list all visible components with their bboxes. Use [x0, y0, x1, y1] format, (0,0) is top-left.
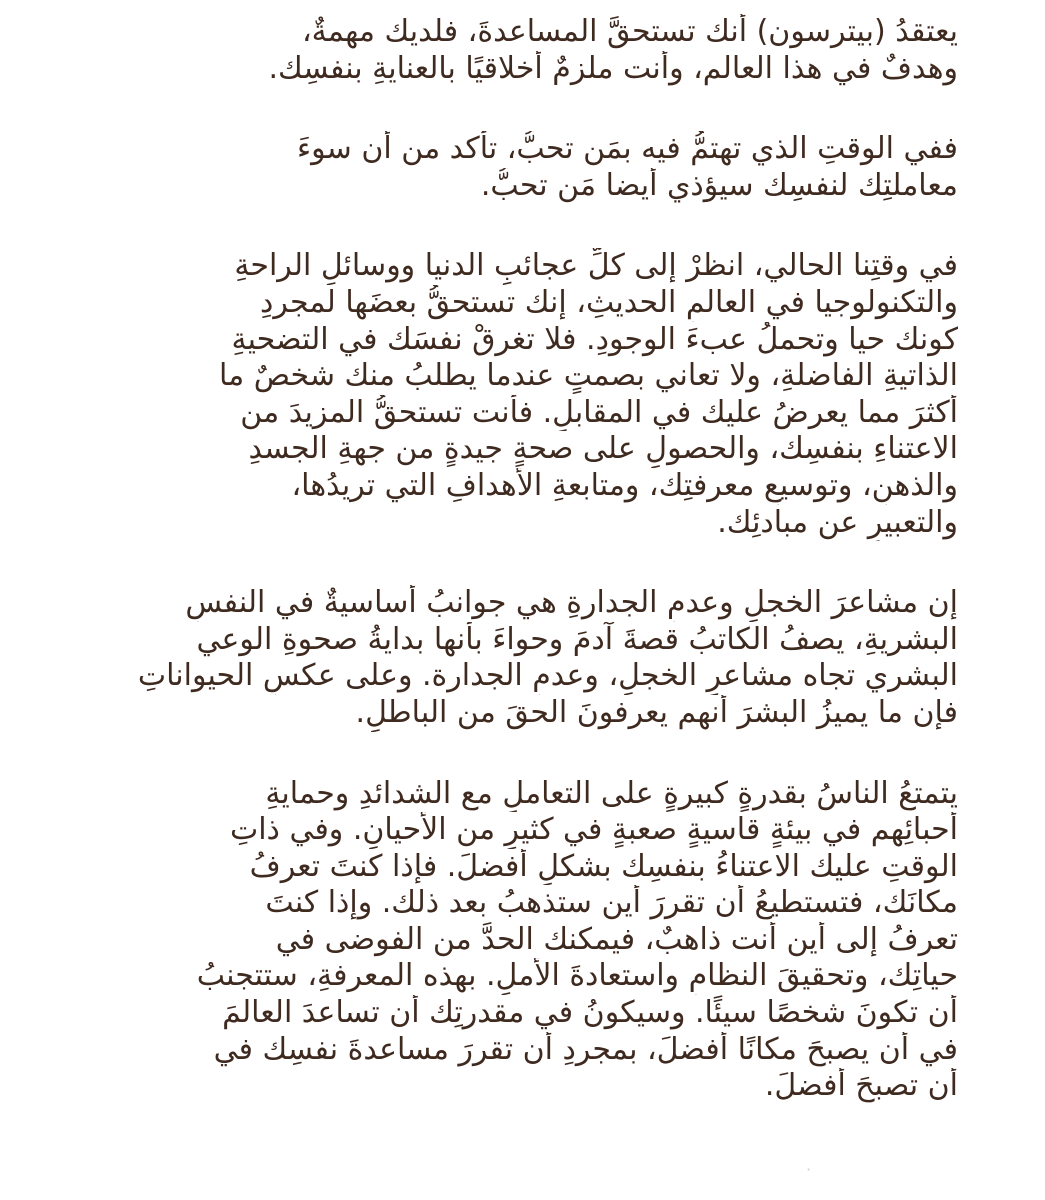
text-line: فإن ما يميزُ البشرَ أنهم يعرفونَ الحقَ من الباطلِ.	[355, 694, 958, 730]
text-line: أحبائِهم في بيئةٍ قاسيةٍ صعبةٍ في كثيرٍ من الأحيانِ. وفي ذاتِ	[229, 812, 958, 848]
text-line: الذاتيةِ الفاضلةِ، ولا تعاني بصمتٍ عندما يطلبُ منك شخصٌ ما	[218, 358, 958, 394]
text-line: أن تكونَ شخصًا سيئًا. وسيكونُ في مقدرتِك أن تساعدَ العالمَ	[222, 995, 958, 1031]
text-line: والتكنولوجيا في العالمِ الحديثِ، إنك تستحقُّ بعضَها لمجردِ	[260, 284, 958, 320]
article-text	[70, 14, 958, 1105]
text-line: معاملتِك لنفسِك سيؤذي أيضا مَن تحبُّ.	[480, 167, 958, 203]
paragraph-2	[70, 131, 958, 204]
page-smudge-mark: ·	[806, 1160, 812, 1179]
text-line: وهدفٌ في هذا العالم، وأنت ملزمٌ أخلاقيًا بالعنايةِ بنفسِك.	[268, 50, 958, 86]
text-line: والذهنِ، وتوسيعِ معرفتِك، ومتابعةِ الأهدافِ التي تريدُها،	[291, 467, 958, 503]
text-line: يعتقدُ (بيترسون) أنك تستحقَّ المساعدةَ، فلديك مهمةٌ،	[301, 14, 958, 49]
text-line: الوقتِ عليك الاعتناءُ بنفسِك بشكلٍ أفضلَ. فإذا كنتَ تعرفُ	[249, 848, 958, 884]
paragraph-4	[70, 585, 958, 731]
text-line: البشري تجاه مشاعرِ الخجلِ، وعدمِ الجدارة. وعلى عكسِ الحيواناتِ	[137, 658, 958, 694]
text-line: في وقتِنا الحالي، انظرْ إلى كلِّ عجائبِ الدنيا ووسائلِ الراحةِ	[234, 248, 958, 284]
text-line: والتعبيرِ عن مبادئِك.	[717, 504, 958, 540]
text-line: إن مشاعرَ الخجلِ وعدمِ الجدارةِ هي جوانبُ أساسيةٌ في النفسِ	[185, 585, 958, 621]
text-line: مكانَك، فتستطيعُ أن تقررَ أين ستذهبُ بعد ذلك. وإذا كنتَ	[265, 885, 958, 921]
text-line: حياتِك، وتحقيقَ النظامِ واستعادةَ الأملِ. بهذه المعرفةِ، ستتجنبُ	[196, 958, 958, 994]
text-line: البشريةِ، يصفُ الكاتبُ قصةَ آدمَ وحواءَ بأنها بدايةُ صحوةِ الوعي	[196, 621, 958, 657]
text-line: يتمتعُ الناسُ بقدرةٍ كبيرةٍ على التعاملِ مع الشدائدِ وحمايةِ	[265, 775, 958, 811]
text-line: كونك حيا وتحملُ عبءَ الوجودِ. فلا تغرقْ نفسَك في التضحيةِ	[231, 321, 958, 357]
paragraph-5	[70, 776, 958, 1105]
text-line: أكثرَ مما يعرضُ عليك في المقابلِ. فأنت تستحقُّ المزيدَ من	[240, 394, 958, 430]
text-line: ففي الوقتِ الذي تهتمُّ فيه بمَن تحبُّ، تأكد من أن سوءَ	[297, 131, 958, 167]
text-line: تعرفُ إلى أين أنت ذاهبٌ، فيمكنك الحدَّ من الفوضى في	[275, 921, 958, 957]
text-line: أن تصبحَ أفضلَ.	[764, 1068, 958, 1104]
paragraph-1	[70, 14, 958, 87]
text-line: في أن يصبحَ مكانًا أفضلَ، بمجردِ أن تقررَ مساعدةَ نفسِك في	[213, 1031, 958, 1067]
paragraph-3	[70, 248, 958, 541]
text-line: الاعتناءِ بنفسِك، والحصولِ على صحةٍ جيدةٍ من جهةِ الجسدِ	[248, 431, 958, 467]
